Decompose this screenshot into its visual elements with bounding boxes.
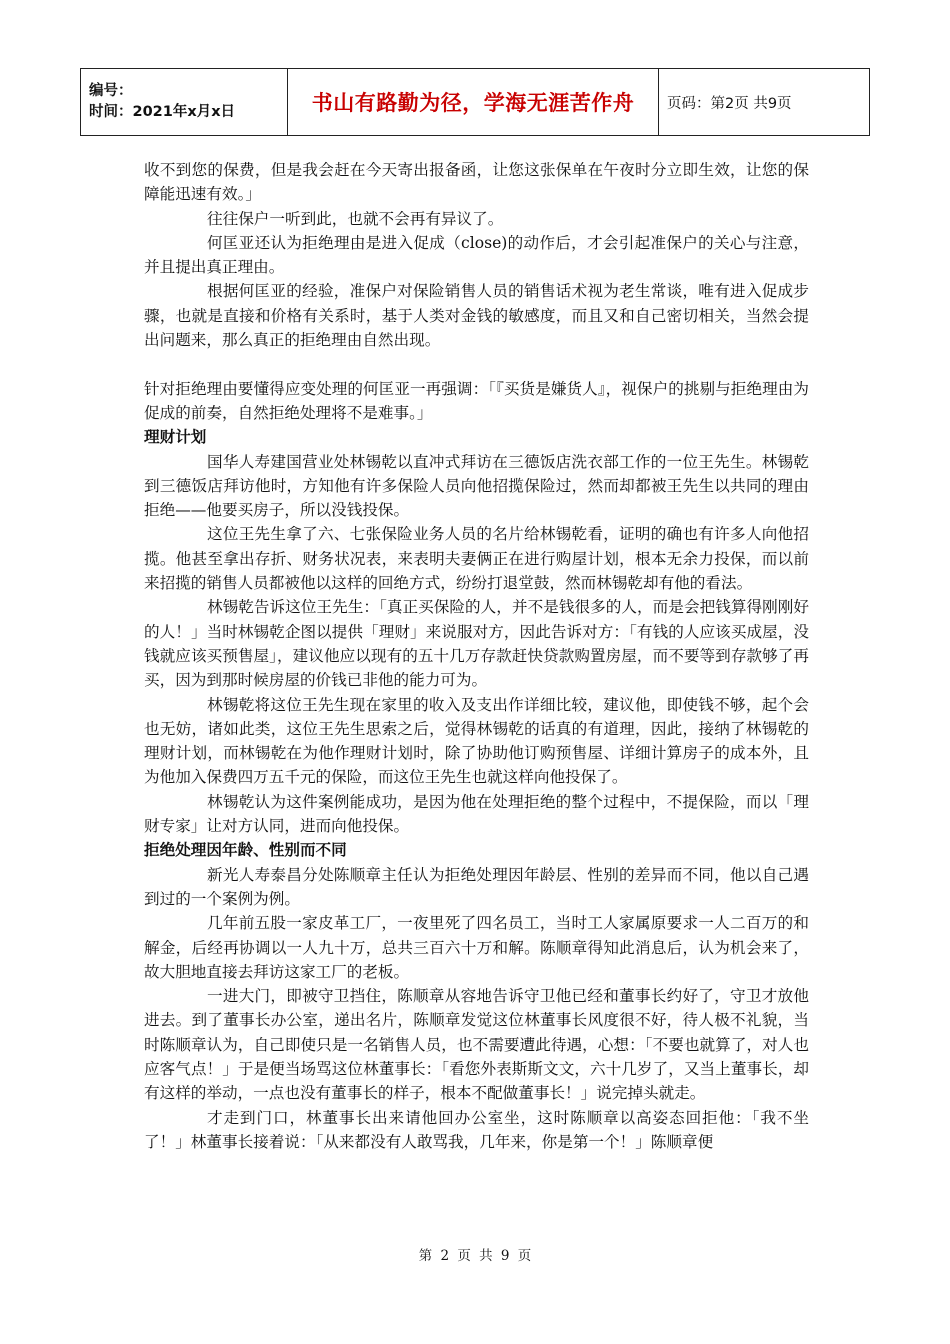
body-paragraph: 林锡乾认为这件案例能成功，是因为他在处理拒绝的整个过程中，不提保险，而以「理财专家」让对方认同，进而向他投保。 xyxy=(144,792,809,836)
document-body xyxy=(144,158,809,1154)
body-paragraph: 林锡乾将这位王先生现在家里的收入及支出作详细比较，建议他，即使钱不够，起个会也无妨，诸如此类，这位王先生思索之后，觉得林锡乾的话真的有道理，因此，接纳了林锡乾的理财计划，而林锡乾在为他作理财计划时，除了协助他订购预售屋、详细计算房子的成本外，且为他加入保费四万五千元的保险，而这位王先生也就这样向他投保了。 xyxy=(144,695,809,787)
body-paragraph: 往往保户一听到此，也就不会再有异议了。 xyxy=(207,209,504,228)
document-number-label: 编号： xyxy=(89,83,133,99)
body-paragraph: 收不到您的保费，但是我会赶在今天寄出报备函，让您这张保单在午夜时分立即生效，让您的保障能迅速有效。」 xyxy=(144,161,809,204)
body-paragraph: 几年前五股一家皮革工厂，一夜里死了四名员工，当时工人家属原要求一人二百万的和解金，后经再协调以一人九十万，总共三百六十万和解。陈顺章得知此消息后，认为机会来了，故大胆地直接去拜访这家工厂的老板。 xyxy=(144,914,809,981)
header-meta-cell xyxy=(81,69,288,136)
paragraph-spacer xyxy=(144,352,809,376)
body-paragraph: 针对拒绝理由要懂得应变处理的何匡亚一再强调：「『买货是嫌货人』，视保户的挑剔与拒绝理由为促成的前奏，自然拒绝处理将不是难事。」 xyxy=(144,379,809,422)
body-paragraph: 新光人寿泰昌分处陈顺章主任认为拒绝处理因年龄层、性别的差异而不同，他以自己遇到过的一个案例为例。 xyxy=(144,865,809,908)
body-paragraph: 才走到门口，林董事长出来请他回办公室坐，这时陈顺章以高姿态回拒他：「我不坐了！」林董事长接着说：「从来都没有人敢骂我，几年来，你是第一个！」陈顺章便 xyxy=(144,1108,809,1151)
header-motto: 书山有路勤为径，学海无涯苦作舟 xyxy=(288,69,659,136)
header-page-indicator: 页码：第2页 共9页 xyxy=(659,69,870,136)
body-paragraph: 这位王先生拿了六、七张保险业务人员的名片给林锡乾看，证明的确也有许多人向他招揽。他甚至拿出存折、财务状况表，来表明夫妻俩正在进行购屋计划，根本无余力投保，而以前来招揽的销售人员都被他以这样的回绝方式，纷纷打退堂鼓，然而林锡乾却有他的看法。 xyxy=(144,525,809,593)
section-heading: 拒绝处理因年龄、性别而不同 xyxy=(144,841,347,860)
body-paragraph: 林锡乾告诉这位王先生：「真正买保险的人，并不是钱很多的人，而是会把钱算得刚刚好的人！」当时林锡乾企图以提供「理财」来说服对方，因此告诉对方：「有钱的人应该买成屋，没钱就应该买预售屋」，建议他应以现有的五十几万存款赶快贷款购置房屋，而不要等到存款够了再买，因为到那时候房屋的价钱已非他的能力可为。 xyxy=(144,598,809,690)
body-paragraph: 国华人寿建国营业处林锡乾以直冲式拜访在三德饭店洗衣部工作的一位王先生。林锡乾到三德饭店拜访他时，方知他有许多保险人员向他招揽保险过，然而却都被王先生以共同的理由拒绝——他要买房子，所以没钱投保。 xyxy=(144,452,809,520)
page-header xyxy=(80,68,870,136)
page-footer: 第 2 页 共 9 页 xyxy=(418,1248,532,1264)
body-paragraph: 一进大门，即被守卫挡住，陈顺章从容地告诉守卫他已经和董事长约好了，守卫才放他进去。到了董事长办公室，递出名片，陈顺章发觉这位林董事长风度很不好，待人极不礼貌，当时陈顺章认为，自己即使只是一名销售人员，也不需要遭此待遇，心想：「不要也就算了，对人也应客气点！」于是便当场骂这位林董事长：「看您外表斯斯文文，六十几岁了，又当上董事长，却有这样的举动，一点也没有董事长的样子，根本不配做董事长！」说完掉头就走。 xyxy=(144,987,809,1103)
body-paragraph: 何匡亚还认为拒绝理由是进入促成（close)的动作后，才会引起准保户的关心与注意，并且提出真正理由。 xyxy=(144,233,809,277)
body-paragraph: 根据何匡亚的经验，准保户对保险销售人员的销售话术视为老生常谈，唯有进入促成步骤，也就是直接和价格有关系时，基于人类对金钱的敏感度，而且又和自己密切相关，当然会提出问题来，那么真正的拒绝理由自然出现。 xyxy=(144,282,809,350)
section-heading: 理财计划 xyxy=(144,428,207,447)
document-date-label: 时间：2021年x月x日 xyxy=(89,104,236,120)
